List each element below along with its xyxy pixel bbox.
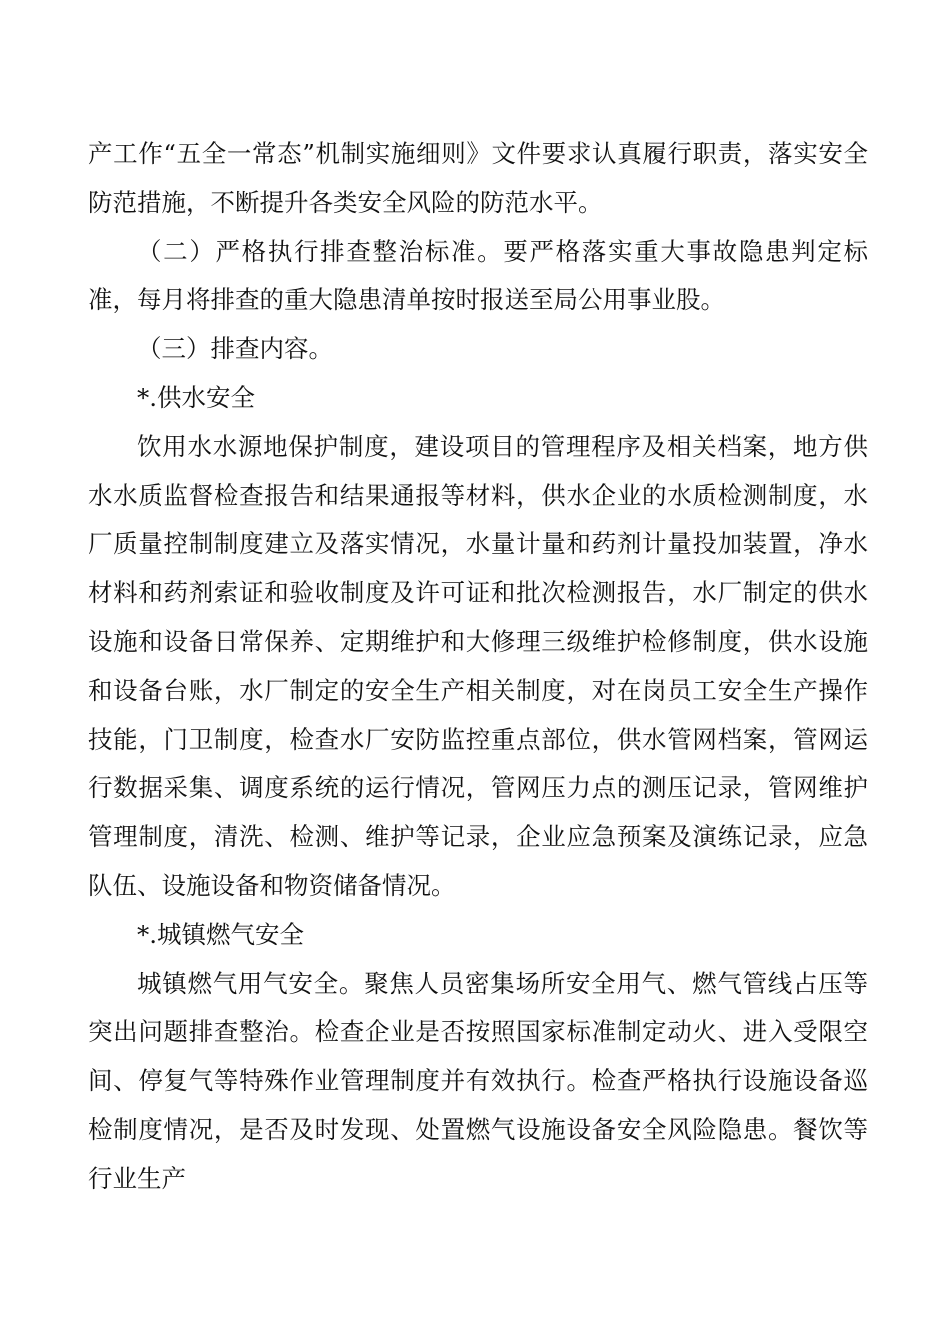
paragraph-gas-safety: 城镇燃气用气安全。聚焦人员密集场所安全用气、燃气管线占压等突出问题排查整治。检查企业是否按照国家标准制定动火、进入受限空间、停复气等特殊作业管理制度并有效执行。检查严格执行设施设备巡检制度情况，是否及时发现、处置燃气设施设备安全风险隐患。餐饮等行业生产 [88,968,868,1193]
subheading-water-supply-safety: *.供水安全 [137,382,256,412]
subheading-gas-safety: *.城镇燃气安全 [137,919,305,949]
paragraph-water-supply: 饮用水水源地保护制度，建设项目的管理程序及相关档案，地方供水水质监督检查报告和结果通报等材料，供水企业的水质检测制度，水厂质量控制制度建立及落实情况，水量计量和药剂计量投加装置，净水材料和药剂索证和验收制度及许可证和批次检测报告，水厂制定的供水设施和设备日常保养、定期维护和大修理三级维护检修制度，供水设施和设备台账，水厂制定的安全生产相关制度，对在岗员工安全生产操作技能，门卫制度，检查水厂安防监控重点部位，供水管网档案，管网运行数据采集、调度系统的运行情况，管网压力点的测压记录，管网维护管理制度，清洗、检测、维护等记录，企业应急预案及演练记录，应急队伍、设施设备和物资储备情况。 [88,431,868,900]
paragraph-continued: 产工作“五全一常态”机制实施细则》文件要求认真履行职责，落实安全防范措施，不断提升各类安全风险的防范水平。 [88,139,868,217]
section-heading-inspection-content: （三）排查内容。 [137,334,333,364]
paragraph-inspection-standards: （二）严格执行排查整治标准。要严格落实重大事故隐患判定标准，每月将排查的重大隐患清单按时报送至局公用事业股。 [88,236,868,315]
document-body [88,130,868,1204]
